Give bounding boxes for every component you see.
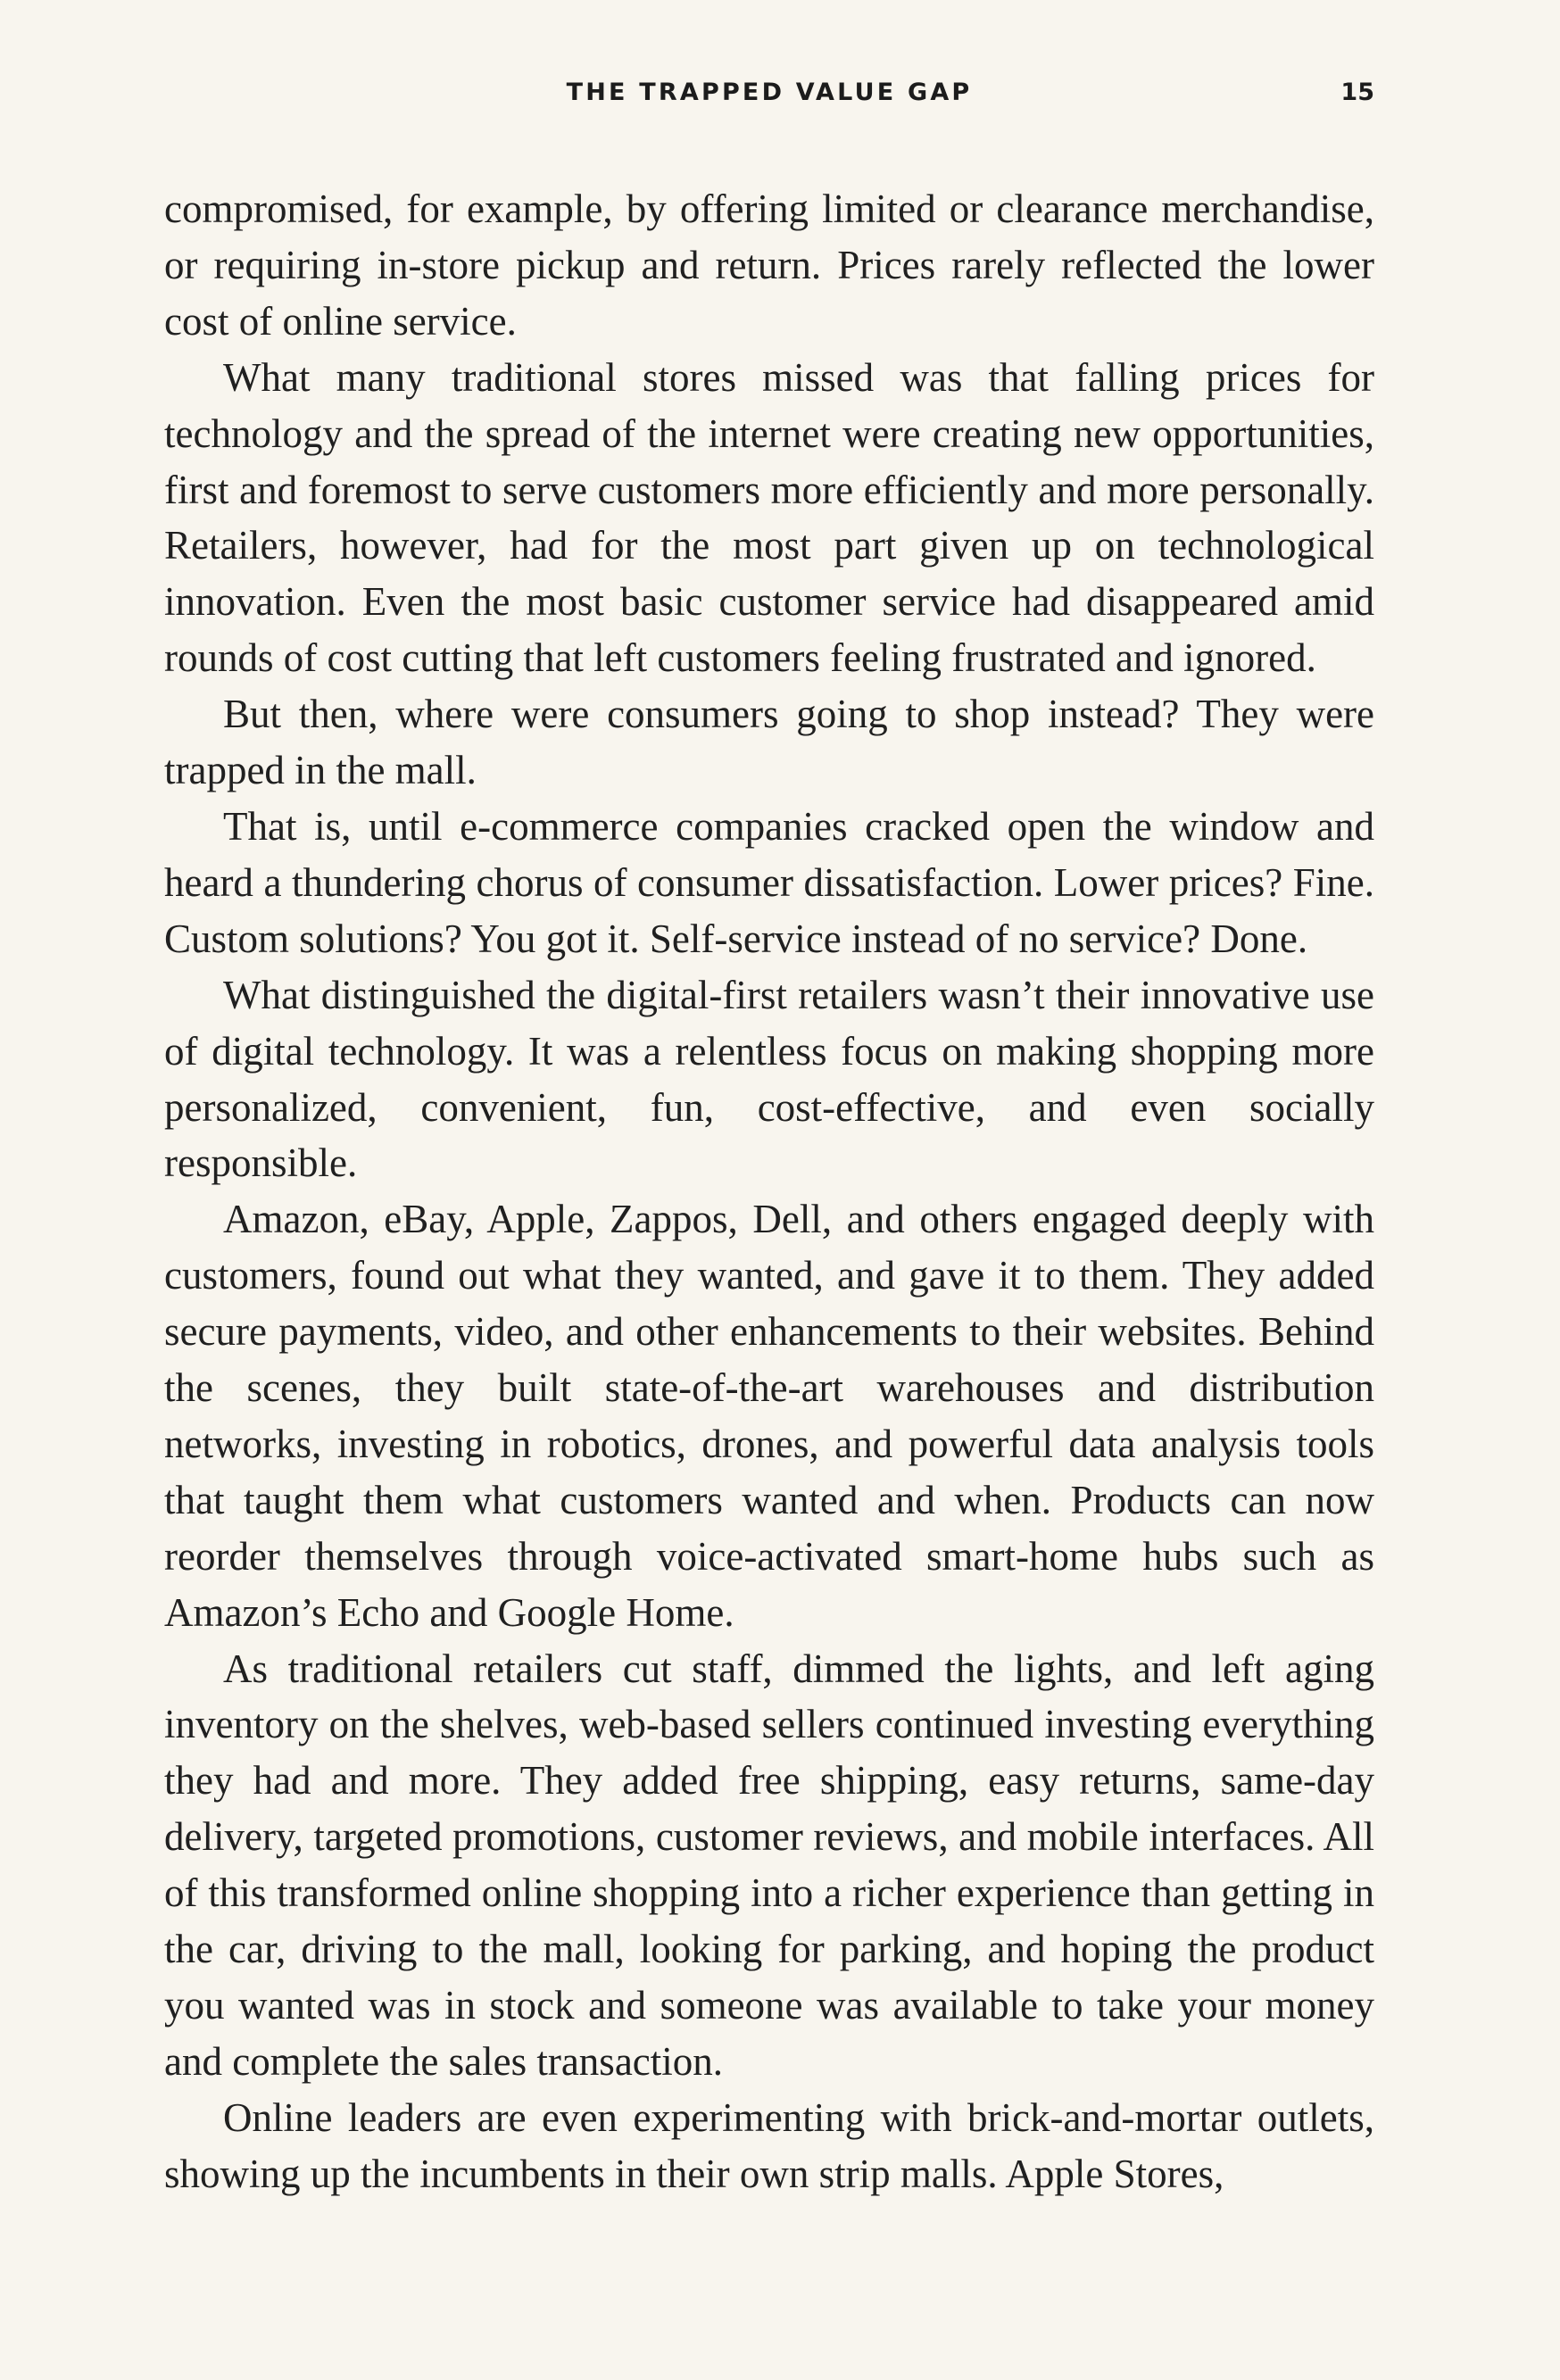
running-title: THE TRAPPED VALUE GAP [566, 79, 973, 106]
paragraph: Online leaders are even experimenting with brick-and-mortar outlets, showing up the incumbents in their own strip malls. Apple Stores, [164, 2094, 1374, 2196]
paragraph: But then, where were consumers going to shop instead? They were trapped in the mall. [164, 692, 1374, 793]
paragraph: As traditional retailers cut staff, dimmed the lights, and left aging inventory on the shelves, web-based sellers continued investing everything they had and more. They added free shipping, easy returns, same-day delivery, targeted promotions, customer reviews, and mobile interfaces. All of this transformed online shopping into a richer experience than getting in the car, driving to the mall, looking for parking, and hoping the product you wanted was in stock and someone was available to take your money and complete the sales transaction. [164, 1646, 1374, 2084]
paragraph: That is, until e-commerce companies cracked open the window and heard a thundering chorus of consumer dissatisfaction. Lower prices? Fine. Custom solutions? You got it. Self-service instead of no service? Done. [164, 803, 1374, 961]
body-text [164, 181, 1374, 2202]
page-number: 15 [1340, 79, 1374, 106]
paragraph: Amazon, eBay, Apple, Zappos, Dell, and others engaged deeply with customers, found out what they wanted, and gave it to them. They added secure payments, video, and other enhancements to their websites. Behind the scenes, they built state-of-the-art warehouses and distribution networks, investing in robotics, drones, and powerful data analysis tools that taught them what customers wanted and when. Products can now reorder themselves through voice-activated smart-home hubs such as Amazon’s Echo and Google Home. [164, 1197, 1374, 1635]
paragraph-continued: compromised, for example, by offering limited or clearance merchandise, or requiring in-store pickup and return. Prices rarely reflected the lower cost of online service. [164, 187, 1374, 344]
paragraph: What many traditional stores missed was that falling prices for technology and the spread of the internet were creating new opportunities, first and foremost to serve customers more efficiently and more personally. Retailers, however, had for the most part given up on technological innovation. Even the most basic customer service had disappeared amid rounds of cost cutting that left customers feeling frustrated and ignored. [164, 354, 1374, 681]
running-header [164, 79, 1374, 114]
paragraph: What distinguished the digital-first retailers wasn’t their innovative use of digital technology. It was a relentless focus on making shopping more personalized, convenient, fun, cost-effective, and even socially responsible. [164, 972, 1374, 1186]
